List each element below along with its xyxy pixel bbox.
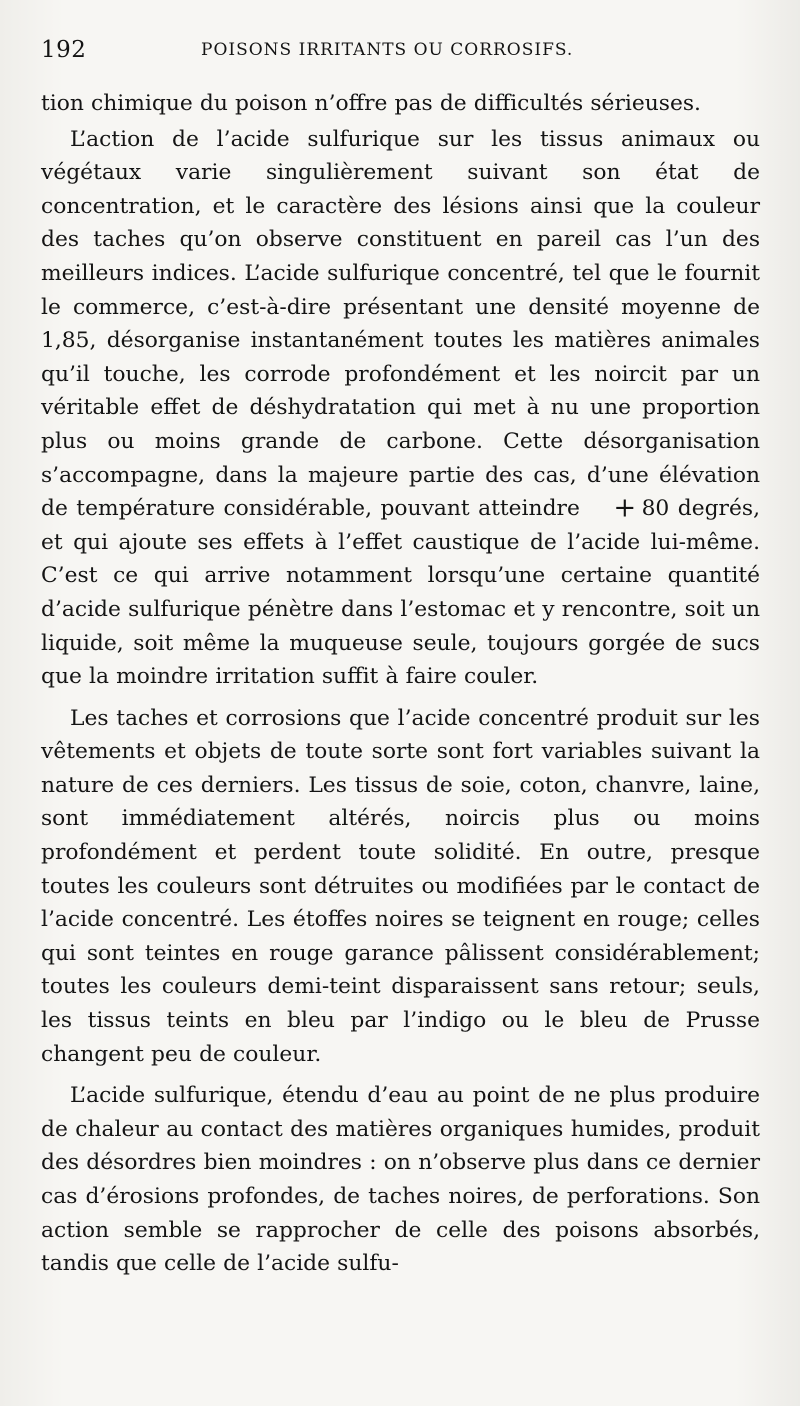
running-title: POISONS IRRITANTS OU CORROSIFS. [201,40,574,60]
paragraph-text-after-symbol: 80 degrés, et qui ajoute ses effets à l’effet caustique de l’acide lui-même. C’est ce qui arrive notamment lorsqu’une certaine quantité d’acide sulfurique pénètre dans l’estomac et y rencontre, soit un liquide, soit même la muqueuse seule, toujours gorgée de sucs que la moindre irritation suffit à faire couler. [41,496,760,690]
page-number: 192 [41,37,87,63]
paragraph-text-before-symbol: L’action de l’acide sulfurique sur les tissus animaux ou végétaux varie singulièrement suivant son état de concentration, et le caractère des lésions ainsi que la couleur des taches qu’on observe constituent en pareil cas l’un des meilleurs indices. L’acide sulfurique concentré, tel que le fournit le commerce, c’est-à-dire présentant une densité moyenne de 1,85, désorganise instantanément toutes les matières animales qu’il touche, les corrode profondément et les noircit par un véritable effet de déshydratation qui met à nu une proportion plus ou moins grande de carbone. Cette désorganisation s’accompagne, dans la majeure partie des cas, d’une élévation de température considérable, pouvant atteindre [41,126,760,522]
paragraph-continuation: tion chimique du poison n’offre pas de difficultés sérieuses. [41,91,701,116]
paragraph-stains-and-corrosions: Les taches et corrosions que l’acide concentré produit sur les vêtements et objets de toute sorte sont fort variables suivant la nature de ces derniers. Les tissus de soie, coton, chanvre, laine, sont immédiatement altérés, noircis plus ou moins profondément et perdent toute solidité. En outre, presque toutes les couleurs sont détruites ou modifiées par le contact de l’acide concentré. Les étoffes noires se teignent en rouge; celles qui sont teintes en rouge garance pâlissent considérablement; toutes les couleurs demi-teint disparaissent sans retour; seuls, les tissus teints en bleu par l’indigo ou le bleu de Prusse changent peu de couleur. [41,705,760,1067]
body-text [41,87,760,1281]
paragraph-sulfuric-acid-action [41,123,760,694]
page-header [41,34,760,66]
paragraph-diluted-acid: L’acide sulfurique, étendu d’eau au point de ne plus produire de chaleur au contact des matières organiques humides, produit des désordres bien moindres : on n’observe plus dans ce dernier cas d’érosions profondes, de taches noires, de perforations. Son action semble se rapprocher de celle des poisons absorbés, tandis que celle de l’acide sulfu- [41,1083,760,1277]
plus-symbol: + [613,492,637,525]
